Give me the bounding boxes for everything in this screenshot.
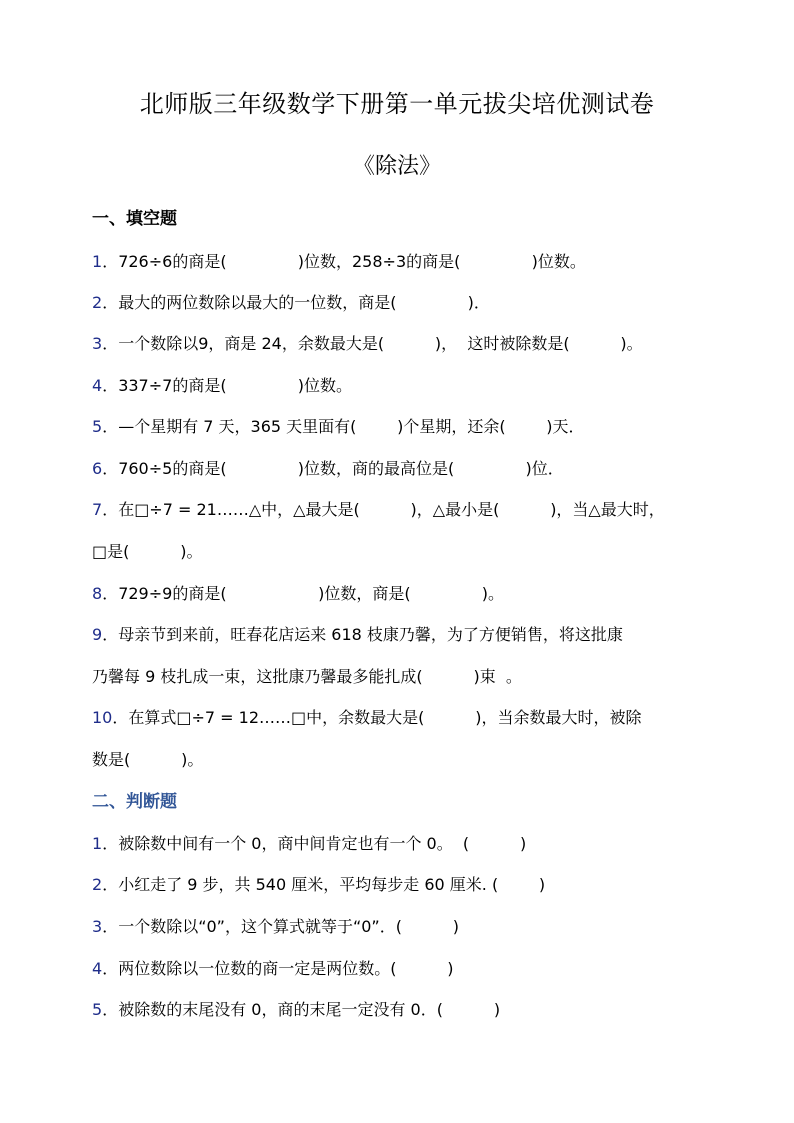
question-line [92,374,712,398]
question-number: 3 [92,917,103,936]
question-text: ．最大的两位数除以最大的一位数，商是( )． [102,293,490,312]
question-number: 3 [92,334,103,353]
question-line [92,832,712,856]
question-number: 2 [92,875,103,894]
question-line [92,332,712,356]
question-number: 5 [92,417,103,436]
question-text: 数是( )。 [92,750,204,769]
question-line [92,915,712,939]
question-text: ．726÷6的商是( )位数，258÷3的商是( )位数。 [102,252,586,271]
question-text: ．在□÷7 = 21……△中，△最大是( )，△最小是( )，当△最大时， [102,500,665,519]
question-line-continued [92,748,712,772]
question-number: 2 [92,293,103,312]
question-text: ．两位数除以一位数的商一定是两位数。( ) [102,959,454,978]
question-line [92,998,712,1022]
page-title: 北师版三年级数学下册第一单元拔尖培优测试卷 [139,90,655,118]
question-number: 4 [92,959,103,978]
question-text: ．729÷9的商是( )位数，商是( )。 [102,584,505,603]
question-text: ．小红走了 9 步，共 540 厘米，平均每步走 60 厘米. ( ) [102,875,546,894]
question-line [92,582,712,606]
question-number: 1 [92,252,103,271]
section-true-false-heading: 二、判断题 [92,792,177,812]
question-line [92,498,712,522]
question-number: 9 [92,625,103,644]
question-number: 4 [92,376,103,395]
question-text: ．一个数除以“0”，这个算式就等于“0”．( ) [102,917,460,936]
question-line [92,623,712,647]
question-text: ．被除数中间有一个 0，商中间肯定也有一个 0。 ( ) [102,834,527,853]
question-text: ．760÷5的商是( )位数，商的最高位是( )位． [102,459,564,478]
question-line [92,415,712,439]
question-line-continued [92,665,712,689]
question-line [92,873,712,897]
page-subtitle: 《除法》 [352,154,441,179]
question-text: ．母亲节到来前，旺春花店运来 618 枝康乃馨，为了方便销售，将这批康 [102,625,623,644]
question-text: ．在算式□÷7 = 12……□中，余数最大是( )，当余数最大时，被除 [112,708,642,727]
question-text: □是( )。 [92,542,203,561]
question-line [92,957,712,981]
question-text: ．一个数除以9，商是 24，余数最大是( )， 这时被除数是( )。 [102,334,643,353]
question-number: 8 [92,584,103,603]
question-number: 5 [92,1000,103,1019]
question-text: ．—个星期有 7 天，365 天里面有( )个星期，还余( )天． [102,417,585,436]
question-number: 1 [92,834,103,853]
section-fill-blank-heading: 一、填空题 [92,209,177,229]
question-line [92,457,712,481]
question-line [92,706,712,730]
question-text: ．337÷7的商是( )位数。 [102,376,353,395]
question-number: 6 [92,459,103,478]
question-number: 7 [92,500,103,519]
question-text: 乃馨每 9 枝扎成一束，这批康乃馨最多能扎成( )束 。 [92,667,522,686]
question-line [92,250,712,274]
question-line-continued [92,540,712,564]
question-number: 10 [92,708,113,727]
question-text: ．被除数的末尾没有 0，商的末尾一定没有 0．( ) [102,1000,501,1019]
question-line [92,291,712,315]
